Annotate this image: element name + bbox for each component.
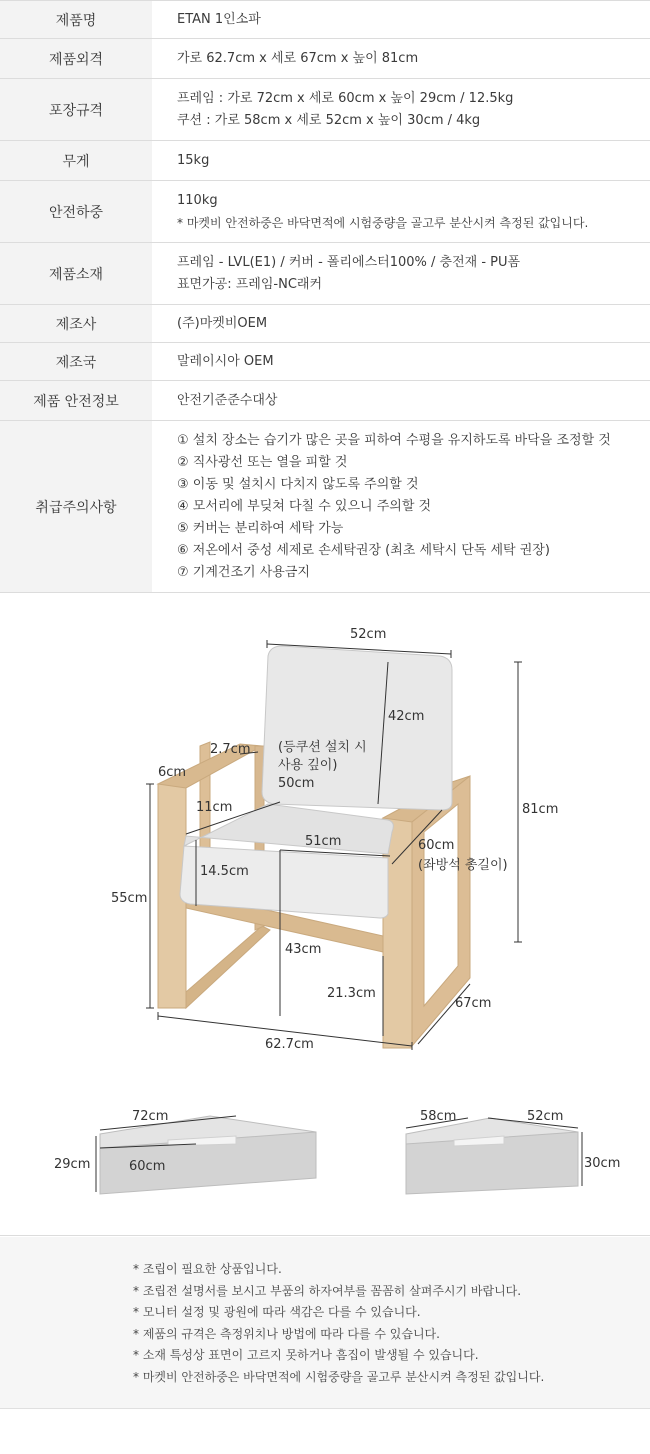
spec-label: 제조사 — [0, 305, 152, 343]
seat-depth-label: 60cm (좌방석 총길이) — [418, 838, 508, 873]
spec-value-line: 15kg — [177, 152, 210, 168]
spec-value-line: 말레이시아 OEM — [177, 353, 274, 369]
back-width-label: 52cm — [350, 627, 387, 642]
spec-label: 제품외격 — [0, 39, 152, 79]
spec-value-line: ETAN 1인소파 — [177, 11, 261, 27]
spec-row — [0, 421, 650, 593]
leg-height-label: 21.3cm — [327, 986, 376, 1001]
spec-value-line: (주)마켓비OEM — [177, 315, 268, 331]
spec-label: 무게 — [0, 141, 152, 181]
back-height-label: 42cm — [388, 709, 425, 724]
box1-height-label: 29cm — [54, 1157, 91, 1172]
seat-width-label: 51cm — [305, 834, 342, 849]
note-item: * 조립이 필요한 상품입니다. — [133, 1262, 282, 1276]
spec-value-line: 프레임 : 가로 72cm x 세로 60cm x 높이 29cm / 12.5kg — [177, 90, 514, 106]
spec-label: 안전하중 — [0, 181, 152, 243]
sofa-drawing — [0, 596, 650, 1236]
box2-depth-label: 52cm — [527, 1109, 564, 1124]
note-item: * 제품의 규격은 측정위치나 방법에 따라 다를 수 있습니다. — [133, 1326, 440, 1341]
spec-value-line: ① 설치 장소는 습기가 많은 곳을 피하여 수평을 유지하도록 바닥을 조정할 것 — [177, 432, 611, 448]
spec-value-line: ⑤ 커버는 분리하여 세탁 가능 — [177, 520, 344, 536]
arm-height-label: 6cm — [158, 765, 187, 780]
spec-value-line: ⑦ 기계건조기 사용금지 — [177, 564, 310, 580]
spec-value-line: 쿠션 : 가로 58cm x 세로 52cm x 높이 30cm / 4kg — [177, 112, 481, 128]
spec-label: 포장규격 — [0, 79, 152, 141]
spec-value — [152, 381, 650, 421]
spec-value — [152, 305, 650, 343]
spec-table — [0, 0, 650, 593]
note-item: * 조립전 설명서를 보시고 부품의 하자여부를 꼼꼼히 살펴주시기 바랍니다. — [133, 1283, 522, 1298]
arm-gap-label: 11cm — [196, 800, 233, 815]
spec-row — [0, 343, 650, 381]
spec-value — [152, 39, 650, 79]
spec-value-line: 가로 62.7cm x 세로 67cm x 높이 81cm — [177, 50, 419, 66]
arm-width-label: 2.7cm — [210, 742, 251, 757]
spec-value-line: ③ 이동 및 설치시 다치지 않도록 주의할 것 — [177, 476, 419, 492]
spec-label: 제품소재 — [0, 243, 152, 305]
box2-width-label: 58cm — [420, 1109, 457, 1124]
arm-total-height-label: 55cm — [111, 891, 148, 906]
spec-row — [0, 381, 650, 421]
spec-value-line: 프레임 - LVL(E1) / 커버 - 폴리에스터100% / 충전재 - PU폼 — [177, 254, 521, 270]
box1-width-label: 72cm — [132, 1109, 169, 1124]
note-item: * 마켓비 안전하중은 바닥면적에 시험중량을 골고루 분산시켜 측정된 값입니다. — [133, 1369, 545, 1384]
spec-value-line: 110kg — [177, 192, 218, 208]
spec-row — [0, 243, 650, 305]
depth-label: 67cm — [455, 996, 492, 1011]
spec-row — [0, 1, 650, 39]
notes-section — [0, 1237, 650, 1409]
seat-height-label: 43cm — [285, 942, 322, 957]
spec-row — [0, 79, 650, 141]
spec-value-line: 안전기준준수대상 — [177, 392, 278, 408]
cushion-thickness-label: 14.5cm — [200, 864, 249, 879]
spec-value-line: * 마켓비 안전하중은 바닥면적에 시험중량을 골고루 분산시켜 측정된 값입니다. — [177, 215, 589, 230]
spec-value — [152, 181, 650, 243]
back-depth-label: (등쿠션 설치 시 사용 깊이) 50cm — [278, 740, 367, 791]
spec-value — [152, 343, 650, 381]
spec-row — [0, 181, 650, 243]
spec-row — [0, 305, 650, 343]
spec-value-line: ⑥ 저온에서 중성 세제로 손세탁권장 (최초 세탁시 단독 세탁 권장) — [177, 542, 550, 558]
spec-value-line: 표면가공: 프레임-NC래커 — [177, 276, 323, 292]
total-height-label: 81cm — [522, 802, 559, 817]
spec-label: 제품명 — [0, 1, 152, 39]
spec-value — [152, 141, 650, 181]
spec-value-line: ② 직사광선 또는 열을 피할 것 — [177, 454, 348, 470]
spec-label: 취급주의사항 — [0, 421, 152, 593]
box1-depth-label: 60cm — [129, 1159, 166, 1174]
spec-value — [152, 79, 650, 141]
spec-row — [0, 141, 650, 181]
note-item: * 모니터 설정 및 광원에 따라 색감은 다를 수 있습니다. — [133, 1305, 421, 1319]
spec-value — [152, 1, 650, 39]
width-label: 62.7cm — [265, 1037, 314, 1052]
spec-label: 제조국 — [0, 343, 152, 381]
spec-value — [152, 421, 650, 593]
spec-value — [152, 243, 650, 305]
box2-height-label: 30cm — [584, 1156, 621, 1171]
spec-value-line: ④ 모서리에 부딪쳐 다칠 수 있으니 주의할 것 — [177, 498, 432, 514]
spec-label: 제품 안전정보 — [0, 381, 152, 421]
spec-row — [0, 39, 650, 79]
dimension-diagram — [0, 596, 650, 1236]
note-item: * 소재 특성상 표면이 고르지 못하거나 흠집이 발생될 수 있습니다. — [133, 1348, 479, 1362]
